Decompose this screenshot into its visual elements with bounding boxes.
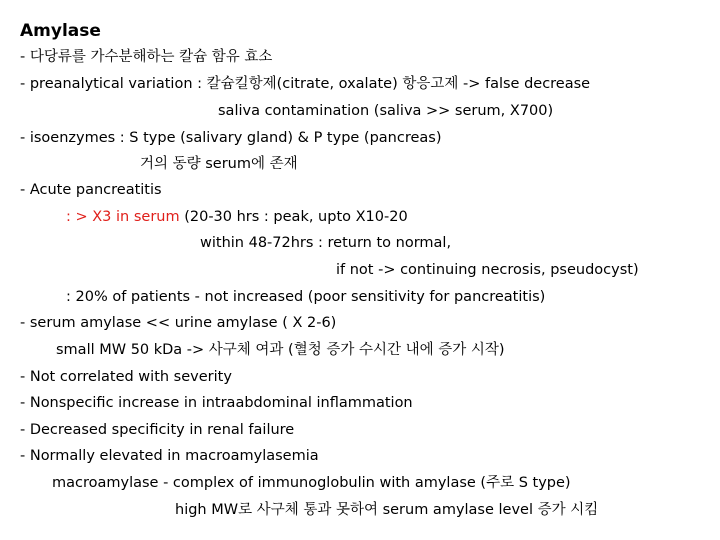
slide-title: Amylase [20,21,101,41]
bullet-isoenzymes: - isoenzymes : S type (salivary gland) & P type (pancreas) [20,130,442,146]
continuing-necrosis-note: if not -> continuing necrosis, pseudocyst) [336,262,639,278]
bullet-macroamylasemia: - Normally elevated in macroamylasemia [20,448,319,464]
small-mw-note: small MW 50 kDa -> 사구체 여과 (혈청 증가 수시간 내에 증가 시작) [56,342,505,358]
saliva-contamination-note: saliva contamination (saliva >> serum, X700) [218,103,554,119]
bullet-serum-vs-urine: - serum amylase << urine amylase ( X 2-6) [20,315,337,331]
bullet-not-correlated: - Not correlated with severity [20,369,232,385]
bullet-acute-pancreatitis: - Acute pancreatitis [20,182,162,198]
bullet-preanalytical-variation: - preanalytical variation : 칼슘킬항제(citrate, oxalate) 항응고제 -> false decrease [20,76,591,92]
macroamylase-definition: macroamylase - complex of immunoglobulin with amylase (주로 S type) [52,475,571,491]
isoenzymes-equal-amount-note: 거의 동량 serum에 존재 [140,156,298,172]
bullet-renal-failure: - Decreased specificity in renal failure [20,422,295,438]
sensitivity-note: : 20% of patients - not increased (poor sensitivity for pancreatitis) [66,289,546,305]
acute-pancreatitis-detail [66,207,408,227]
bullet-nonspecific-increase: - Nonspecific increase in intraabdominal inflammation [20,395,413,411]
peak-timing-text: (20-30 hrs : peak, upto X10-20 [179,209,408,225]
serum-increase-highlight: : > X3 in serum [66,209,180,225]
bullet-polysaccharide-hydrolysis: - 다당류를 가수분해하는 칼슘 함유 효소 [20,49,273,65]
high-mw-note: high MW로 사구체 통과 못하여 serum amylase level 증가 시킴 [175,502,599,518]
return-to-normal-note: within 48-72hrs : return to normal, [200,235,452,251]
